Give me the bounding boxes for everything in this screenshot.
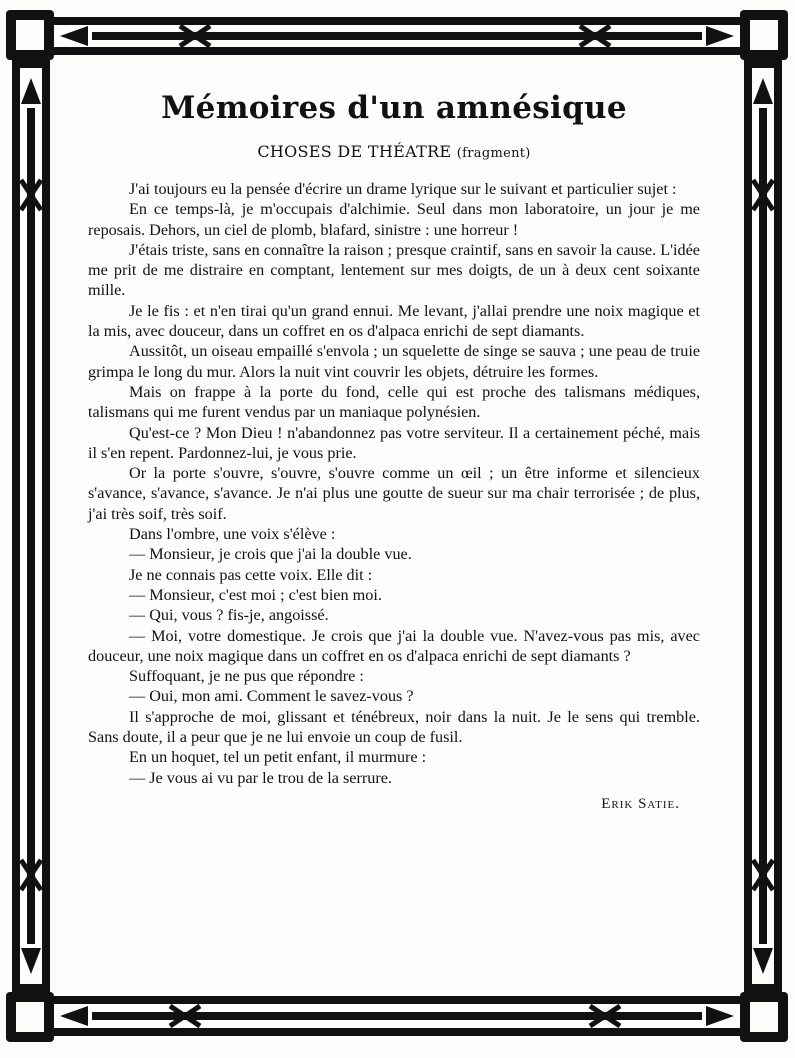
paragraph: Il s'approche de moi, glissant et ténébreux, noir dans la nuit. Je le sens qui tremble. Sans doute, il a peur que je ne lui envoie un coup de fusil.	[88, 707, 700, 747]
paragraph: — Monsieur, je crois que j'ai la double vue.	[129, 545, 412, 564]
subtitle-main: CHOSES DE THÉATRE	[257, 142, 452, 161]
paragraph: Dans l'ombre, une voix s'élève :	[129, 525, 336, 544]
article	[88, 82, 700, 813]
paragraph: Je ne connais pas cette voix. Elle dit :	[129, 565, 373, 584]
paragraph: En un hoquet, tel un petit enfant, il murmure :	[129, 748, 427, 767]
paragraph: Or la porte s'ouvre, s'ouvre, s'ouvre comme un œil ; un être informe et silencieux s'avance, s'avance, s'avance. Je n'ai plus une goutte de sueur sur ma chair terrorisée ; de plus, j'ai très soif, très soif.	[88, 464, 700, 523]
paragraph: Qu'est-ce ? Mon Dieu ! n'abandonnez pas votre serviteur. Il a certainement péché, mais il s'en repent. Pardonnez-lui, je vous prie.	[88, 423, 700, 462]
author-signature: Erik Satie.	[601, 795, 680, 812]
paragraph: Aussitôt, un oiseau empaillé s'envola ; un squelette de singe se sauva ; une peau de truie grimpa le long du mur. Alors la nuit vint couvrir les objets, détruire les formes.	[88, 342, 700, 381]
subtitle	[88, 142, 700, 161]
paragraph: En ce temps-là, je m'occupais d'alchimie. Seul dans mon laboratoire, un jour je me reposais. Dehors, un ciel de plomb, blafard, sinistre : une horreur !	[88, 200, 700, 239]
paragraph: — Qui, vous ? fis-je, angoissé.	[129, 606, 329, 625]
paragraph: — Monsieur, c'est moi ; c'est bien moi.	[129, 585, 382, 604]
page-title: Mémoires d'un amnésique	[161, 90, 627, 126]
paragraph: Je le fis : et n'en tirai qu'un grand ennui. Me levant, j'allai prendre une noix magique et la mis, avec douceur, dans un coffret en os d'alpaca enrichi de sept diamants.	[88, 301, 700, 341]
paragraph: — Moi, votre domestique. Je crois que j'ai la double vue. N'avez-vous pas mis, avec douceur, une noix magique dans un coffret en os d'alpaca enrichi de sept diamants ?	[88, 626, 700, 665]
paragraph: Mais on frappe à la porte du fond, celle qui est proche des talismans médiques, talismans qui me furent vendus par un maniaque polynésien.	[88, 382, 700, 422]
paragraph: J'ai toujours eu la pensée d'écrire un drame lyrique sur le suivant et particulier sujet :	[129, 180, 677, 198]
paragraph: — Oui, mon ami. Comment le savez-vous ?	[129, 687, 414, 706]
paragraph: J'étais triste, sans en connaître la raison ; presque craintif, sans en savoir la cause. L'idée me prit de me distraire en comptant, lentement sur mes doigts, de un à deux cent soixante mille.	[88, 240, 700, 300]
body-text	[88, 179, 700, 788]
paragraph: Suffoquant, je ne pus que répondre :	[129, 667, 364, 686]
paragraph: — Je vous ai vu par le trou de la serrure.	[129, 768, 392, 787]
subtitle-fragment: (fragment)	[456, 146, 531, 161]
